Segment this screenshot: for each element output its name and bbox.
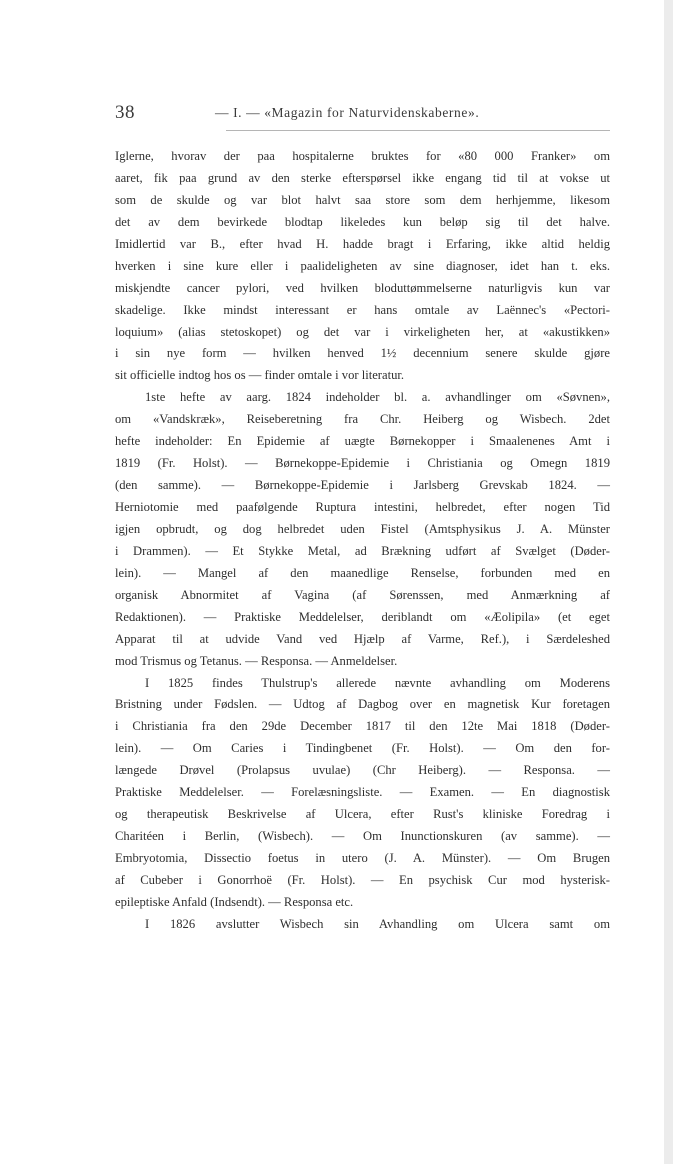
text-line: i sin nye form — hvilken henved 1½ decennium senere skulde gjøre (115, 346, 610, 361)
running-head: — I. — «Magazin for Naturvidenskaberne». (215, 105, 480, 120)
text-line: hefte indeholder: En Epidemie af uægte Børnekopper i Smaalenenes Amt i (115, 434, 610, 449)
page-header (115, 102, 610, 128)
text-line: af Cubeber i Gonorrhoë (Fr. Holst). — En psychisk Cur mod hysterisk- (115, 872, 610, 887)
text-line: I 1825 findes Thulstrup's allerede nævnte avhandling om Moderens (145, 675, 610, 690)
text-line: Bristning under Fødslen. — Udtog af Dagbog over en magnetisk Kur foretagen (115, 697, 610, 712)
text-line: loquium» (alias stetoskopet) og det var i virkeligheten her, at «akustikken» (115, 324, 610, 339)
text-line: 1ste hefte av aarg. 1824 indeholder bl. a. avhandlinger om «Søvnen», (145, 390, 610, 405)
text-line: hverken i sine kure eller i paalideligheten av sine diagnoser, idet han t. eks. (115, 258, 610, 273)
text-line: I 1826 avslutter Wisbech sin Avhandling om Ulcera samt om (145, 916, 610, 931)
text-line: 1819 (Fr. Holst). — Børnekoppe-Epidemie i Christiania og Omegn 1819 (115, 456, 610, 471)
page-number: 38 (115, 102, 135, 123)
text-line: Embryotomia, Dissectio foetus in utero (J. A. Münster). — Om Brugen (115, 851, 610, 865)
text-line: i Christiania fra den 29de December 1817 til den 12te Mai 1818 (Døder- (115, 719, 610, 734)
text-line: aaret, fik paa grund av den sterke efterspørsel ikke engang tid til at vokse ut (115, 170, 610, 185)
header-rule (226, 130, 610, 131)
text-line: igjen opbrudt, og dog helbredet uden Fistel (Amtsphysikus J. A. Münster (115, 521, 610, 536)
text-line: organisk Abnormitet af Vagina (af Sørenssen, med Anmærkning af (115, 587, 610, 602)
text-line: Herniotomie med paafølgende Ruptura intestini, helbredet, efter nogen Tid (115, 500, 610, 514)
text-line: som de skulde og var blot halvt saa store som dem herhjemme, likesom (115, 192, 610, 207)
text-line: lein). — Om Caries i Tindingbenet (Fr. Holst). — Om den for- (115, 741, 610, 756)
text-line: mod Trismus og Tetanus. — Responsa. — Anmeldelser. (115, 653, 398, 668)
text-line: i Drammen). — Et Stykke Metal, ad Brækning udført af Svælget (Døder- (115, 543, 610, 558)
text-line: (den samme). — Børnekoppe-Epidemie i Jarlsberg Grevskab 1824. — (115, 478, 610, 493)
text-line: skadelige. Ikke mindst interessant er hans omtale av Laënnec's «Pectori- (115, 302, 610, 317)
text-line: Praktiske Meddelelser. — Forelæsningsliste. — Examen. — En diagnostisk (115, 785, 610, 800)
text-line: Iglerne, hvorav der paa hospitalerne bruktes for «80 000 Franker» om (115, 149, 610, 163)
text-line: lein). — Mangel af den maanedlige Renselse, forbunden med en (115, 565, 610, 580)
text-line: Redaktionen). — Praktiske Meddelelser, deriblandt om «Æolipila» (et eget (115, 609, 610, 624)
text-line: miskjendte cancer pylori, ved hvilken bloduttømmelserne naturligvis kun var (115, 280, 610, 295)
text-line: sit officielle indtog hos os — finder omtale i vor literatur. (115, 368, 405, 383)
text-line: og therapeutisk Beskrivelse af Ulcera, efter Rust's kliniske Foredrag i (115, 807, 610, 822)
text-line: om «Vandskræk», Reiseberetning fra Chr. Heiberg og Wisbech. 2det (115, 412, 610, 427)
text-line: Charitéen i Berlin, (Wisbech). — Om Inunctionskuren (av samme). — (115, 829, 610, 844)
text-line: Apparat til at udvide Vand ved Hjælp af Varme, Ref.), i Særdeleshed (115, 631, 610, 646)
scan-edge (664, 0, 673, 1164)
text-line: Imidlertid var B., efter hvad H. hadde bragt i Erfaring, ikke altid heldig (115, 236, 610, 251)
text-line: epileptiske Anfald (Indsendt). — Responsa etc. (115, 894, 354, 909)
text-line: længede Drøvel (Prolapsus uvulae) (Chr Heiberg). — Responsa. — (115, 763, 610, 778)
text-line: det av dem bevirkede blodtap likeledes kun beløp sig til det halve. (115, 214, 610, 229)
body-text (115, 146, 610, 936)
